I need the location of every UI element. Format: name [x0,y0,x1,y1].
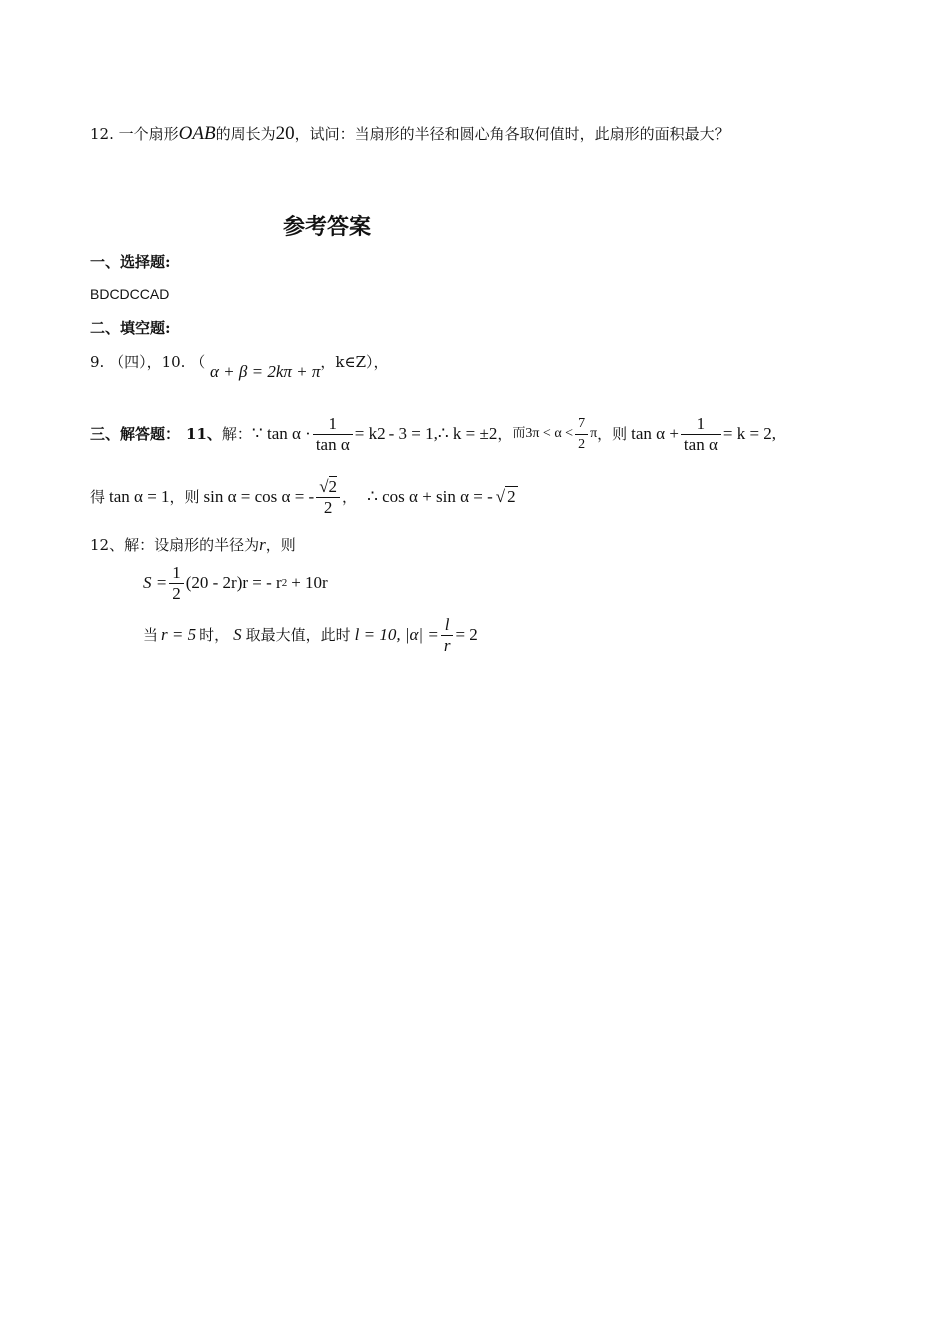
l-eq: l = 10, |α| = [354,625,439,644]
q12-mid: 的周长为 [215,125,276,143]
sqrt-radicand: 2 [328,476,338,496]
s-tail: + 10r [291,573,328,592]
s-var: S [233,625,242,644]
eq2: = 2 [455,625,478,644]
pi: π [590,426,598,441]
fraction-sqrt-den: 2 [316,497,340,518]
lr-den: r [441,635,454,656]
eq1-square: 2 [377,424,386,443]
max-text: 取最大值，此时 [245,626,351,644]
choice-answers: BDCDCCAD [90,286,170,302]
max-line [143,610,478,660]
fill-answers [90,352,389,381]
comma: ， [497,425,513,443]
q12-twenty: 20 [275,123,295,144]
solve-label: 解： [221,425,252,443]
when-label: 当 [143,626,159,644]
half-den: 2 [169,583,184,604]
q12-oab: OAB [178,123,216,144]
q11-label: 11、 [186,425,222,443]
fill-expr: α + β = 2kπ + π [210,362,321,381]
fill-k: ，k∈Z）， [320,353,389,371]
s-rest: (20 - 2r)r = - r [185,573,282,592]
fraction-sqrt [316,477,340,518]
then2-label: ，则 [169,488,200,506]
q12-solution-line1 [90,535,296,555]
section3-heading: 三、解答题： [90,425,181,443]
then-label: ，则 [597,425,628,443]
answer-title: 参考答案 [283,214,372,240]
when2-label: 时， [199,626,230,644]
lr-fraction [441,615,454,656]
section2-heading: 二、填空题: [90,319,171,337]
q12-prefix: 12. 一个扇形 [90,125,179,143]
eq-k: = k = 2, [722,424,777,443]
fill-prefix: 9. （四），10. （ [90,353,206,371]
fraction-3 [681,414,721,455]
half-fraction [169,563,184,604]
tan-plus: tan α + [631,424,679,443]
fraction-1 [313,414,353,455]
eq1b: - 3 = 1,∴ k = ±2 [388,424,498,443]
fraction-1-num: 1 [328,413,338,433]
q12-sol-r: r [259,535,266,554]
q12-suffix: ，试问：当扇形的半径和圆心角各取何值时，此扇形的面积最大？ [294,125,730,143]
fraction-2-num: 7 [578,415,586,431]
range-left: 3π < α < [525,426,574,441]
fraction-2-den: 2 [575,434,588,455]
fraction-1-den: tan α [313,434,353,455]
question-12 [90,124,730,144]
and-label: 而 [512,426,526,441]
tan-eq: tan α = 1 [109,487,170,506]
therefore-expr: ∴ cos α + sin α = - [367,487,493,506]
q11-line2: 得 tan α = 1 ，则 sin α = cos α = - $\frac{√2}{2}$ ， ∴ cos α + sin α = - √ 2 [90,476,516,517]
s-eq: S = [143,573,168,592]
because-expr: ∵ tan α · [251,424,311,443]
fraction-sqrt-num: √2 [319,476,338,496]
sqrt-b: √ 2 [495,487,516,506]
section1-heading: 一、选择题: [90,253,171,271]
half-num: 1 [172,562,181,582]
get-label: 得 [90,488,106,506]
fraction-3-num: 1 [696,413,706,433]
sin-cos-expr: sin α = cos α = - [203,487,315,506]
fraction-2 [575,414,588,455]
fraction-3-den: tan α [681,434,721,455]
q11-line [90,408,776,460]
r-eq: r = 5 [161,625,197,644]
sqrt-b-radicand: 2 [507,487,516,506]
q12-sol-suffix: ，则 [265,536,296,554]
lr-num: l [444,614,450,634]
q12-sol-prefix: 12、解：设扇形的半径为 [90,536,260,554]
area-formula [143,560,328,606]
s-square: 2 [281,577,288,589]
eq1: = k [354,424,378,443]
